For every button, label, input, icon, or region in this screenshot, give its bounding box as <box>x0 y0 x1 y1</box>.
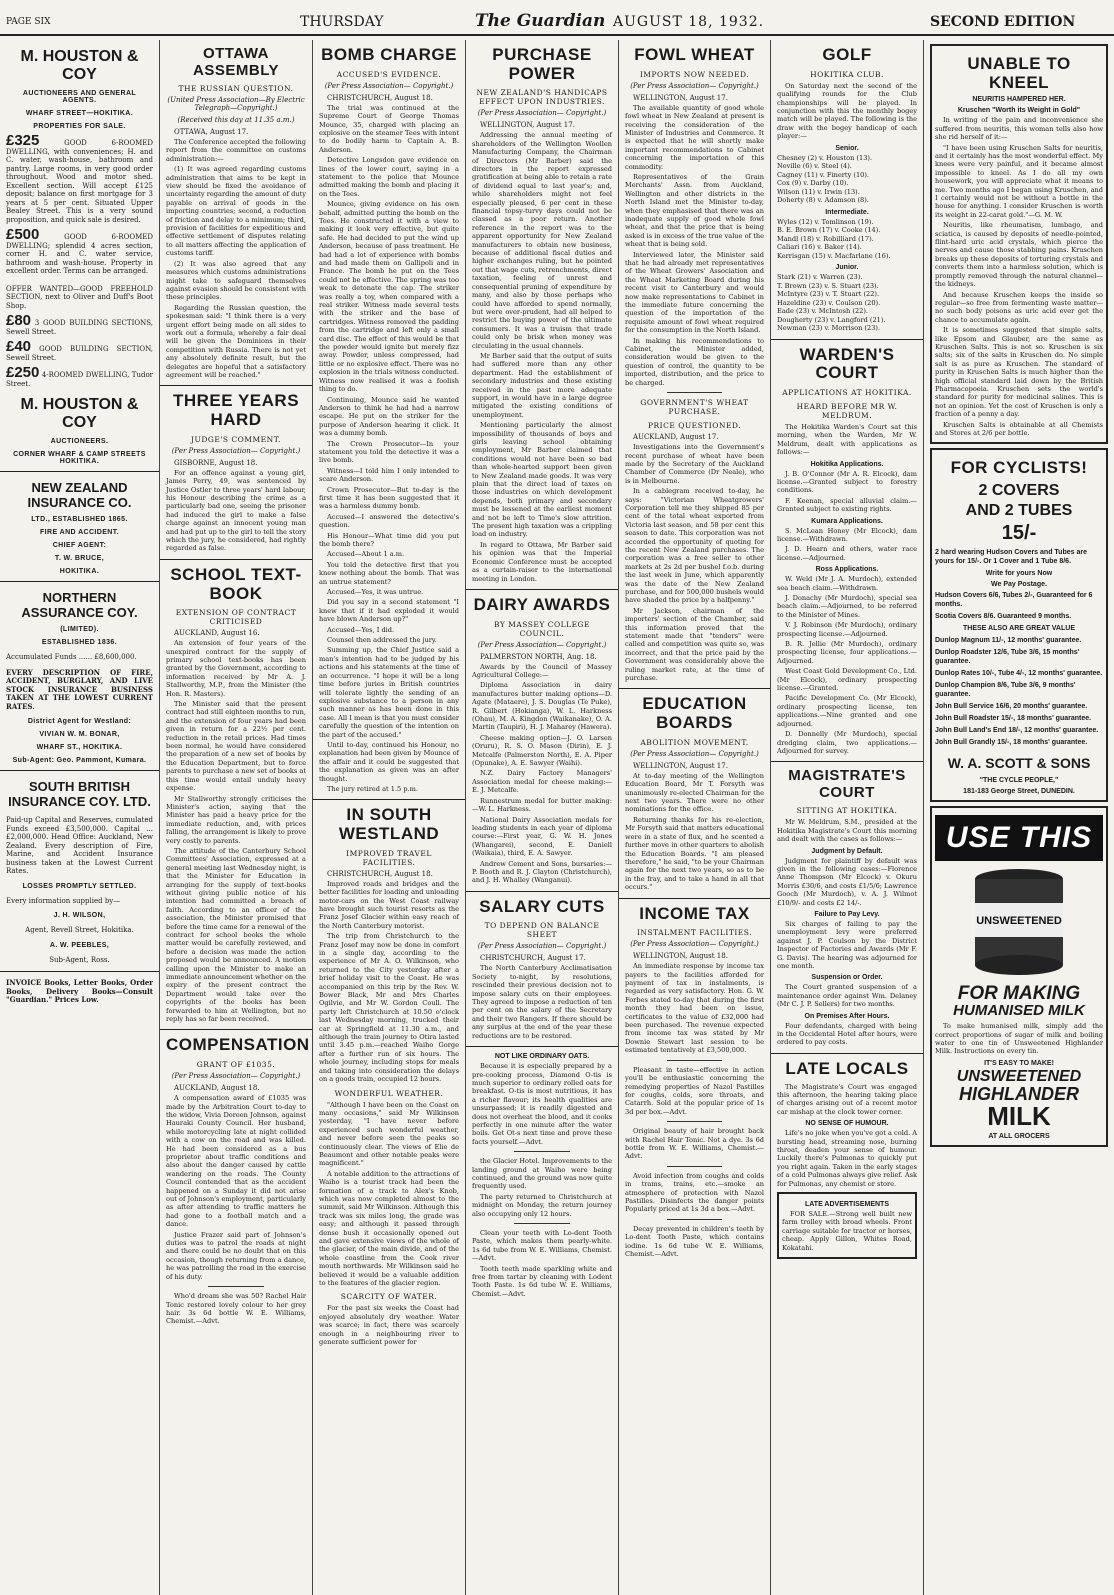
dairy-paragraph: Cheese making option—J. O. Larsen (Oruru), R. S. O. Mason (Dirin), E. J. Metcalfe (Palmerston North), E. A. Piper (Opunake), A. E. Sawyer (Waihi). <box>472 733 612 768</box>
its-easy-text: IT'S EASY TO MAKE! <box>984 1059 1054 1067</box>
edition-label: SECOND EDITION <box>930 14 1076 30</box>
south-british-capital: Paid-up Capital and Reserves, cumulated Funds exceed £3,500,000. Capital ... £2,000,000. Head Office: Auckland, New Zealand. Every description of Fire, Marine, and Accident Insurance business taken at the Lowest Current Rates. <box>6 816 153 875</box>
compensation-credit: (Per Press Association— Copyright.) <box>171 1072 301 1081</box>
kruschen-paragraph: In writing of the pain and inconvenience she suffered from neuritis, this woman tells also how she rid herself of it:— <box>935 116 1103 142</box>
three-years-credit: (Per Press Association— Copyright.) <box>171 446 301 455</box>
ottawa-paragraph: (2) It was also agreed that any measures which customs administrations might take to safeguard themselves against evasion should be consistent with these principles. <box>166 259 306 302</box>
toothpaste-advert-3: Decay prevented in children's teeth by Lo-dent Tooth Paste, which contains iodine. 1s 6d tube W. E. Williams, Chemist.—Advt. <box>625 1224 764 1258</box>
south-westland-headline: IN SOUTH WESTLAND <box>338 805 440 844</box>
magistrates-court-paragraph: Mr W. Meldrum, S.M., presided at the Hokitika Magistrate's Court this morning and dealt with the cases as follows:— <box>777 818 917 844</box>
column-2 <box>160 40 313 1595</box>
south-westland-paragraph: "Although I have been on the Coast on many occasions," said Mr Wilkinson yesterday, "I have never before experienced such wonderful weather, and never before seen the peaks so continuously clear. The views of Elie de Beaumont and other notable peaks were magnificent." <box>319 1100 459 1168</box>
cyclists-price-row: John Bull Grandly 15/-, 18 months' guarantee. <box>935 739 1088 747</box>
bomb-paragraph: Detective Longsdon gave evidence on lines of the lower court, saying in a statement to the police that Mounce admitted making the bomb and placing it on the Tees. <box>319 156 459 198</box>
school-paragraph: The attitude of the Canterbury School Committees' Association, expressed at a general meeting last Wednesday night, is that the Minister for Education in arranging for the supply of text-books without giving public notice of his intention had committed a breach of faith. According to an officer of the association, the Minister promised that before the time came for a renewal of the contract for school books the whole matter would be carefully reviewed, and before a decision was made the action proposed would be announced. A motion calling upon the Minister to make an immediate announcement whether on the expiry of the present contract the Department would take over the copyrights of the books has been forwarded to him at Wellington, but no reply has so far been received. <box>166 846 307 1024</box>
houston-address: WHARF STREET—HOKITIKA. <box>25 110 134 117</box>
magistrates-court-headline: MAGISTRATE'S COURT <box>788 767 906 801</box>
column-3 <box>313 40 466 1595</box>
property-listing: £325 GOOD 6-ROOMED DWELLING, with conveniences; H. and C. water, wash-house, bathroom and pantry. Large rooms, in very good order throughout. Wood and motor shed. Excellent section. Will accept £125 deposit; balance on first mortgage for 3 years at 5 per cent. Situated Upper Bealey Street. This is a very sound proposition, and quick sale is desired. <box>6 132 153 224</box>
compensation-subhead: GRANT OF £1035. <box>196 1060 276 1070</box>
newspaper-title: The Guardian <box>475 11 606 31</box>
suspension-paragraph: The Court granted suspension of a maintenance order against Wm. Delaney (Mr C. J. P. Sellers) for two months. <box>777 983 917 1009</box>
school-paragraph: An extension of four years of the unexpired contract for the supply of primary school text-books has been granted by the Government, according to information received by Mr A. J. Stallworthy, M.P., from the Minister (the Hon. R. Masters). <box>166 639 306 698</box>
dairy-credit: (Per Press Association— Copyright.) <box>477 640 607 649</box>
property-listing: £500 GOOD 6-ROOMED DWELLING; splendid 4 acres section, corner H. and C. water service, bathroom and wash-house. Property in excellent order. Terms can be arranged. <box>6 226 153 275</box>
income-tax-paragraph: An immediate response by income tax payers to the facilities afforded for payment of tax in instalments, is regarded as very satisfactory. Hon. G. W. Forbes stated to-day that during the first month they had been on issue, certificates to the value of £32,000 had been purchased. The revenue expected from income tax was stated by Mr Downie Stewart last session to be estimated tentatively at £3,500,000. <box>625 962 764 1055</box>
dairy-paragraph: National Dairy Association medals for leading students in each year of diploma course:—First year, G. W. H. Jones (Whangarei), second, E. Daniell (Waikaia), third, E. A. Sawyer. <box>472 815 612 858</box>
houston-role: AUCTIONEERS AND GENERAL AGENTS. <box>22 90 137 104</box>
south-westland-subhead: IMPROVED TRAVEL FACILITIES. <box>346 848 432 867</box>
application-entry: S. McLean Honey (Mr Elcock), dam license.—Withdrawn. <box>777 526 917 543</box>
south-westland-continued: the Glacier Hotel. Improvements to the landing ground at Waiho were being continued, and the ground was now quite frequently used. <box>472 1157 612 1191</box>
nz-insurance-kind: FIRE AND ACCIDENT. <box>39 529 119 536</box>
use-this-banner: USE THIS <box>935 815 1103 861</box>
dairy-paragraph: Awards by the Council of Massey Agricultural College:— <box>472 662 612 679</box>
northern-est: ESTABLISHED 1836. <box>41 639 118 646</box>
kruschen-tagline: Kruschen "Worth its Weight in Gold" <box>957 107 1081 115</box>
cyclists-price-row: Dunlop Champion 8/6, Tube 3/6, 9 months' guarantee. <box>935 682 1076 699</box>
cyclists-price-row: THESE ALSO ARE GREAT VALUE <box>962 625 1075 633</box>
brand-unsweetened: UNSWEETENED <box>956 1067 1082 1085</box>
northern-funds: Accumulated Funds ...... £8,600,000. <box>6 653 137 661</box>
school-dateline: AUCKLAND, August 16. <box>174 629 260 638</box>
page-number: PAGE SIX <box>6 17 51 27</box>
levy-label: Failure to Pay Levy. <box>814 910 880 918</box>
golf-match: McIntyre (23) v. T. Stuart (22). <box>777 290 880 299</box>
fowl-wheat-dateline: WELLINGTON, August 17. <box>633 93 728 102</box>
cyclists-price-row: John Bull Service 16/6, 20 months' guarantee. <box>935 703 1088 711</box>
bomb-credit: (Per Press Association— Copyright.) <box>324 81 454 90</box>
golf-senior-label: Senior. <box>835 144 859 152</box>
golf-match: Neville (6) v. Steel (4). <box>777 162 852 171</box>
ross-applications-label: Ross Applications. <box>815 566 879 574</box>
cyclists-price-row: Scotia Covers 8/6. Guaranteed 9 months. <box>935 613 1072 621</box>
purchase-paragraph: Addressing the annual meeting of shareholders of the Wellington Woollen Manufacturing Company, the Chairman of Directors (Mr Barber) said the directors in the report expressed gratification at being able to retain a rate of dividend equal to last year's; and, while shareholders might not feel especially pleased, 6 per cent in these financial topsy-turvy days could not be classed as a poor return. Another reference in the report was to the apparent opportunity for New Zealand manufacturers to obtain new business, because of additional fiscal duties and higher exchanges ruling, but he pointed out that wage cuts, retrenchments, direct taxation, feeling of unrest and consequential pruning of expenditure by many, and also by those perhaps who could have afforded to spend normally, but were over-prudent, had all helped to restrict the buying power of the ultimate consumers. It was a truism that trade could only be brisk when money was circulating in the usual channels. <box>472 131 612 350</box>
wardens-court-subhead-2: HEARD BEFORE MR W. MELDRUM. <box>796 401 898 420</box>
purchase-dateline: WELLINGTON, August 17. <box>480 121 575 130</box>
wheat-purchase-paragraph: Mr Jackson, chairman of the importers' section of the Chamber, said this information proved that the statement made that "tenders" were called and competition was quite so, was incorrect, and that the price paid by the Government was considerably above the ruling market rate, at the time of purchase. <box>625 606 764 683</box>
cyclists-address: 181-183 George Street, DUNEDIN. <box>963 788 1075 796</box>
bomb-paragraph: Did you say in a second statement "I knew that if it had exploded it would have blown Anderson up?" <box>319 598 459 624</box>
bomb-paragraph: Continuing, Mounce said he wanted Anderson to think he had had a narrow escape. He put on the striker for the purpose of Anderson hearing it click. It was a dummy bomb. <box>319 395 459 438</box>
toothpaste-advert: Tooth teeth made sparkling white and free from tartar by cleaning with Lodent Tooth Paste. 1s 6d tube W. E. Williams, Chemist.—Advt. <box>472 1264 612 1298</box>
wheat-purchase-paragraph: Investigations into the Government's recent purchase of wheat have been made by the Secretary of the Auckland Chamber of Commerce (Dr Neale), who is in Melbourne. <box>625 443 764 485</box>
education-dateline: WELLINGTON, August 17. <box>633 761 728 770</box>
dairy-paragraph: Runnestrum medal for butter making:—W. L. Harkness. <box>472 796 612 814</box>
column-4 <box>466 40 619 1595</box>
brand-highlander: HIGHLANDER <box>959 1083 1079 1104</box>
nz-insurance-town: HOKITIKA. <box>59 568 100 575</box>
late-locals-headline: LATE LOCALS <box>785 1058 909 1078</box>
golf-match: Kerrisgan (15) v. Macfarlane (16). <box>777 251 891 260</box>
purchase-subhead: NEW ZEALAND'S HANDICAPS EFFECT UPON INDUSTRIES. <box>476 88 608 107</box>
for-making-text: FOR MAKING <box>957 983 1081 1005</box>
purchase-headline: PURCHASE POWER <box>492 45 592 83</box>
cyclists-covers: 2 COVERS <box>978 482 1060 500</box>
wardens-court-subhead: APPLICATIONS AT HOKITIKA. <box>782 387 912 397</box>
kruschen-advert <box>930 44 1108 444</box>
oats-advert-heading: NOT LIKE ORDINARY OATS. <box>494 1053 590 1061</box>
compensation-paragraph: A compensation award of £1035 was made by the Arbitration Court to-day to the widow, Vivia Doreen Johnson, against Hauraki County Council. Her husband, while motorcycling late at night collided with a cow on the road and was killed. He had been considered as a bus proprietor about traffic conditions and also about the danger caused by cattle wandering on the roads. The County Council contended that as the accident happened on a Sunday it did not arise out of Johnson's employment, particularly as after attending to traffic matters he had gone to a football match and a dance. <box>166 1094 306 1229</box>
education-headline: EDUCATION BOARDS <box>642 694 747 733</box>
wardens-court-paragraph: The Hokitika Warden's Court sat this morning, when the Warden, Mr W. Meldrum, dealt with applications as follows:— <box>777 422 917 457</box>
milk-can-icon <box>964 865 1074 980</box>
dairy-subhead: BY MASSEY COLLEGE COUNCIL. <box>493 619 591 638</box>
can-label: UNSWEETENED <box>976 915 1062 928</box>
issue-date: AUGUST 18, 1932. <box>613 14 765 30</box>
south-british-losses: LOSSES PROMPTLY SETTLED. <box>22 882 137 890</box>
cyclists-offer: 2 hard wearing Hudson Covers and Tubes are yours for 15/-. Or 1 Cover and 1 Tube 8/6. <box>935 549 1087 566</box>
golf-headline: GOLF <box>822 45 872 64</box>
fowl-wheat-credit: (Per Press Association— Copyright.) <box>630 81 759 90</box>
bomb-paragraph: His Honour—What time did you put the bomb there? <box>319 531 459 548</box>
purchase-paragraph: In regard to Ottawa, Mr Barber said his opinion was that the Imperial Economic Conference must be accepted as a curtain-raiser to the international meeting in London. <box>472 540 612 583</box>
ottawa-paragraph: (1) It was agreed regarding customs administration that aims to be kept in view should be fixed the avoidance of uncertainty regarding the amount of duty payable on arrival of goods in the importing countries; second, a reduction of friction and delay to a minimum; third, provision of facilities for expeditious and effective settlement of disputes relating to all matters affecting the application of customs tariff. <box>166 165 306 258</box>
golf-match: T. Brown (23) v. S. Stuart (23). <box>777 281 879 290</box>
golf-match: Wilson (11) v. Irwin (13). <box>777 187 860 196</box>
application-entry: V. J. Robinson (Mr Murdoch), ordinary prospecting license.—Adjourned. <box>777 621 917 638</box>
cyclists-price-row: John Bull Land's End 18/-, 12 months' guarantee. <box>935 727 1099 735</box>
issue-day: THURSDAY <box>300 14 384 30</box>
fowl-wheat-paragraph: Interviewed later, the Minister said that he had already met representatives of the Wheat Growers' Association and the Wheat Marketing Board during his recent visit to Canterbury and would now make representations to Cabinet in the immediate future concerning the question of the importation of the requisite amount of fowl wheat required for the consumption in the North Island. <box>625 250 764 335</box>
hair-tonic-advert: Who'd dream she was 50? Rachel Hair Tonic restored lovely colour to her grey hair. 3s 6d bottle W. E. Williams, Chemist.—Advt. <box>166 1292 306 1326</box>
cyclists-postage: We Pay Postage. <box>991 581 1047 589</box>
kruschen-paragraph: And because Kruschen keeps the inside so regular—so free from fermenting waste matter—no such body poisons as uric acid ever get the chance to accumulate again. <box>935 290 1103 324</box>
kruschen-subhead: NEURITIS HAMPERED HER. <box>972 96 1066 104</box>
golf-match: Dougherty (23) v. Langford (21). <box>777 315 886 324</box>
golf-junior-label: Junior. <box>835 264 859 272</box>
premises-label: On Premises After Hours. <box>804 1012 890 1020</box>
golf-match: Stark (21) v. Warren (23). <box>777 273 863 282</box>
kruschen-paragraph: "I have been using Kruschen Salts for neuritis, and it certainly has the most wonderful effect. My knees were very painful, and it became almost impossible to kneel. As I do all my own housework, you will appreciate what it means to me. Two months ago I began using Kruschen, and I certainly would not be without a bottle in the house for anything. I consider Kruschen is worth its weight in 22-carat gold."—G. M. W. <box>935 143 1103 219</box>
dairy-paragraph: Andrew Cement and Sons, bursaries:—P. Booth and R. J. Clayton (Christchurch), and J. H. Whalley (Wanganui). <box>472 859 612 885</box>
column-7 <box>924 40 1114 1595</box>
northern-agent: VIVIAN W. M. BONAR, <box>39 731 120 738</box>
cyclists-advert <box>930 448 1108 802</box>
golf-intermediate-label: Intermediate. <box>825 208 869 216</box>
humour-advert: Life's no joke when you've got a cold. A bursting head, streaming nose, burning throat, deaden your sense of humour. Luckily there's Pulmonas to quickly put you right again. Taken in the early stages of a cold Pulmonas always give relief. Ask for Pulmonas, any chemist or store. <box>777 1129 917 1188</box>
northern-district: District Agent for Westland: <box>27 718 132 725</box>
houston-footer-name: M. HOUSTON & COY <box>20 396 139 431</box>
south-british-agent-address: Agent, Revell Street, Hokitika. <box>25 926 134 934</box>
three-years-dateline: GISBORNE, August 18. <box>174 458 258 467</box>
application-entry: J. Donachy (Mr Murdoch), special sea beach claim.—Adjourned, to be referred to the Minister of Mines. <box>777 594 917 619</box>
masthead <box>0 0 1114 36</box>
golf-match: Newman (23) v. Morrison (23). <box>777 324 881 333</box>
invoice-advert: INVOICE Books, Letter Books, Order Books, Delivery Books—Consult "Guardian." Prices Low. <box>6 978 153 1004</box>
application-entry: Pacific Development Co. (Mr Elcock), ordinary prospecting license, ten applications.—Nine granted and one adjourned. <box>777 694 917 728</box>
cyclists-price-row: Dunlop Magnum 11/-, 12 months' guarantee. <box>935 637 1082 645</box>
property-listing: £40 GOOD BUILDING SECTION, Sewell Street. <box>6 338 153 362</box>
golf-match: B. E. Brown (17) v. Cooke (14). <box>777 226 881 235</box>
education-paragraph: At to-day meeting of the Wellington Education Board, Mr T. Forsyth was unanimously re-elected Chairman for the next two years. There were no other nominations for the office. <box>625 771 764 814</box>
column-advertisements <box>0 40 160 1595</box>
ottawa-subhead: THE RUSSIAN QUESTION. <box>178 84 294 93</box>
golf-match: Cagney (11) v. Finerty (10). <box>777 170 870 179</box>
application-entry: D. Donnelly (Mr Murdoch), special dredging claim, two applications.—Adjourned for survey. <box>777 730 917 755</box>
south-british-sub-agent: A. W. PEEBLES, <box>49 941 110 949</box>
golf-match: Caliari (16) v. Baker (14). <box>777 243 862 252</box>
column-6 <box>771 40 924 1595</box>
south-westland-continued: The party returned to Christchurch at midnight on Monday, the return journey also occupying only 12 hours. <box>472 1192 612 1218</box>
salary-dateline: CHRISTCHURCH, August 17. <box>480 954 586 963</box>
dairy-paragraph: N.Z. Dairy Factory Managers' Association medal for cheese making:—E. J. Metcalfe. <box>472 769 612 795</box>
kruschen-headline: UNABLE TO KNEEL <box>967 54 1071 92</box>
golf-match: Hazeldine (23) v. Coulson (20). <box>777 298 881 307</box>
south-westland-dateline: CHRISTCHURCH, August 18. <box>327 869 433 878</box>
application-entry: B. R. Jellie (Mr Murdoch), ordinary prospecting license, four applications.—Adjourned. <box>777 640 917 665</box>
milk-instructions: To make humanised milk, simply add the correct proportions of sugar of milk and boiling water to one tin of Unsweetened Highlander Milk. Instructions on every tin. <box>935 1022 1103 1056</box>
hair-tonic-advert-2: Original beauty of hair brought back with Rachel Hair Tonic. Not a dye. 3s 6d bottle from W. E. Williams, Chemist.—Advt. <box>625 1127 764 1161</box>
fowl-wheat-headline: FOWL WHEAT <box>634 45 755 64</box>
salary-subhead: TO DEPEND ON BALANCE SHEET <box>484 921 600 940</box>
school-subhead: EXTENSION OF CONTRACT CRITICISED <box>175 608 297 627</box>
levy-paragraph: Six charges of failing to pay the unemployment levy were preferred against J. P. Coulson by the District Inspector of Factories and Awards (Mr F. G. Davis). The hearing was adjourned for one month. <box>777 919 917 970</box>
nz-insurance-agent: T. W. BRUCE, <box>54 555 105 562</box>
judgment-label: Judgment by Default. <box>811 847 883 855</box>
south-westland-paragraph: The trip from Christchurch to the Franz Josef may now be done in comfort in a single day, according to the experience of Mr A. O. Wilkinson, who returned to the City yesterday after a brief holiday visit to the Coast. He was accompanied on this trip by the Rev. W. Bower Black, Mr and Mrs Charles Ogilvie, and Mr W. Gordon Coull. The party left Christchurch at 10.50 o'clock last Wednesday morning, trucked their car at Springfield at 11.30 a.m., and although the train journey to Otira lasted until 3.45 p.m.—reached Waiho Gorge after a further run of six hours. The whole journey, including stops for meals and taking into consideration the delays on a goods train, occupied 12 hours. <box>319 932 459 1084</box>
northern-address: WHARF ST., HOKITIKA. <box>36 744 123 751</box>
dairy-paragraph: Diploma Association in dairy manufactures butter making options—D. Agate (Mataere), J. S. Douglas (Te Puke), R. Gilbert (Hokianga), W. L. Harkness (Ohau), M. A. Kingdon (Waikanake), O. A. Martin (Taupiri), H. J. Maharey (Hawera). <box>472 681 612 732</box>
bomb-paragraph: Crown Prosecutor—But to-day is the first time it has been suggested that it was a harmless dummy bomb. <box>319 485 459 511</box>
humour-advert-heading: NO SENSE OF HUMOUR. <box>805 1120 889 1128</box>
price-questioned-subhead: PRICE QUESTIONED. <box>647 421 742 431</box>
cyclists-headline: FOR CYCLISTS! <box>950 458 1088 478</box>
late-locals-paragraph: The Magistrate's Court was engaged this afternoon, the hearing taking place of charges arising out of a recent motor car mishap at the clock tower corner. <box>777 1082 917 1116</box>
purchase-credit: (Per Press Association— Copyright.) <box>477 109 607 118</box>
for-sale-advert: FOR SALE.—Strong well built new farm trolley with broad wheels. Front carriage suitable for tractor or horses, cheap. Apply Gillon, Whites Road, Kokatahi. <box>782 1210 912 1252</box>
application-entry: West Coast Gold Development Co., Ltd. (Mr Elcock), ordinary prospecting license.—Granted. <box>777 667 917 693</box>
application-entry: W. Weld (Mr J. A. Murdoch), extended sea beach claim.—Withdrawn. <box>777 575 917 592</box>
education-credit: (Per Press Association— Copyright.) <box>630 749 759 758</box>
golf-match: Eade (23) v. McIntosh (22). <box>777 307 869 316</box>
school-paragraph: The Minister said that the present contract had still eighteen months to run, and the extension of four years had been given in return for a 22½ per cent. reduction in the retail prices. Had times been normal, he would have considered the preparation of a new set of books by the Education Department, but to force parents to purchase a new set of books at this time would entail unduly heavy expense. <box>166 700 306 793</box>
nz-insurance-name: NEW ZEALAND INSURANCE CO. <box>27 480 132 510</box>
houston-footer-address: CORNER WHARF & CAMP STREETS HOKITIKA. <box>13 451 146 465</box>
dairy-dateline: PALMERSTON NORTH, Aug. 18. <box>480 652 597 661</box>
golf-paragraph: On Saturday next the second of the qualifying rounds for the Club championships will be played. In conjunction with this the monthly bogey match will be played. The following is the draw with the bogey handicap of each player:— <box>777 81 917 141</box>
houston-footer-role: AUCTIONEERS. <box>50 438 109 445</box>
bomb-paragraph: Summing up, the Chief Justice said a man's intention had to be judged by his actions and his statements at the time of an occurrence. "I hope it will be a long time before juries in British countries will tolerate lightly the sending of an explosive substance to a person in any such manner as has been done in this case. All I mean is that you must consider carefully the question of the intention on the part of the accused." <box>319 646 459 739</box>
application-entry: J. B. O'Connor (Mr A. R. Elcock), dam license.—Granted subject to forestry conditions. <box>777 469 917 495</box>
south-westland-paragraph: Improved roads and bridges and the better facilities for loading and unloading motor-cars on the West Coast railway have brought such tourist resorts as the Franz Josef Glacier within easy reach of the North Canterbury motorist. <box>319 879 459 930</box>
bomb-paragraph: The jury retired at 1.5 p.m. <box>327 784 419 793</box>
ottawa-dateline: OTTAWA, August 17. <box>174 128 249 136</box>
kumara-applications-label: Kumara Applications. <box>811 517 883 525</box>
premises-paragraph: Four defendants, charged with being in the Occidental Hotel after hours, were ordered to pay costs. <box>777 1021 917 1047</box>
bomb-paragraph: You told the detective first that you knew nothing about the bomb. That was an untrue statement? <box>319 560 459 586</box>
hokitika-applications-label: Hokitika Applications. <box>810 460 884 468</box>
golf-match: Cox (9) v. Darby (10). <box>777 179 849 188</box>
northern-ltd: (LIMITED). <box>60 626 99 633</box>
houston-name: M. HOUSTON & COY <box>20 48 139 83</box>
property-listing: £80 3 GOOD BUILDING SECTIONS, Sewell Street. <box>6 312 153 336</box>
golf-match: Doherty (8) v. Adamson (8). <box>777 196 869 205</box>
at-all-grocers: AT ALL GROCERS <box>988 1132 1050 1140</box>
south-westland-subhead-2: WONDERFUL WEATHER. <box>334 1088 444 1098</box>
late-advertisements-box <box>777 1192 917 1259</box>
cyclists-write: Write for yours Now <box>985 570 1053 578</box>
south-british-agent: J. H. WILSON, <box>53 912 106 919</box>
late-advertisements-heading: LATE ADVERTISEMENTS <box>804 1201 889 1208</box>
northern-desc: EVERY DESCRIPTION OF FIRE, ACCIDENT, BURGLARY, AND LIVE STOCK INSURANCE BUSINESS TAKEN AT THE LOWEST CURRENT RATES. <box>6 667 153 711</box>
nz-insurance-agent-label: CHIEF AGENT: <box>52 542 107 549</box>
nz-insurance-est: LTD., ESTABLISHED 1865. <box>31 516 128 523</box>
wheat-purchase-paragraph: In a cablegram received to-day, he says: "Victorian Wheatgrowers' Corporation tell me they shipped 85 per cent of the total wheat exported from Victoria last season, and 58 per cent this season to date. This corporation was not accorded the opportunity of quoting for the recent New Zealand purchases. The corporation was a free seller to other markets at 2s 2d per bushel f.o.b. during the last week in June, which apparently was the date of the New Zealand purchase, and for 500,000 bushels would have shaded the price by a halfpenny." <box>625 487 764 605</box>
compensation-paragraph: Justice Frazer said part of Johnson's duties was to patrol the roads at night and there could be no doubt that on this occasion, though returning from a dance, he was patrolling the road in the exercise of his duty. <box>166 1230 306 1281</box>
wheat-purchase-dateline: AUCKLAND, August 17. <box>633 433 719 442</box>
fowl-wheat-paragraph: In making his recommendations to Cabinet, the Minister added, consideration would be given to the question of control, the quantity to be imported, distribution, and the price to be charged. <box>625 336 764 387</box>
cyclists-slogan: "THE CYCLE PEOPLE," <box>979 777 1059 785</box>
ottawa-headline: OTTAWA ASSEMBLY <box>193 45 279 79</box>
cyclists-price-row: Hudson Covers 6/6, Tubes 2/-, Guaranteed for 6 months. <box>935 592 1093 609</box>
northern-name: NORTHERN ASSURANCE COY. <box>21 590 138 620</box>
column-5 <box>619 40 771 1595</box>
school-paragraph: Mr Stallworthy strongly criticises the Minister's action, saying that the Minister has paid a heavy price for the immediate reduction, and, with prices falling, the arrangement is likely to prove very costly to parents. <box>166 794 306 845</box>
income-tax-subhead: INSTALMENT FACILITIES. <box>636 928 753 938</box>
property-listing: OFFER WANTED—GOOD FREEHOLD SECTION, next to Oliver and Duff's Boot Shop. <box>6 284 153 310</box>
golf-match: Mandl (18) v. Robilliard (17). <box>777 234 874 243</box>
pastilles-advert: Pleasant in taste—effective in action you'll be enthusiastic concerning the remedying properties of Nazol Pastilles for coughs, colds, sore throats, and Catarrh. Sold at the popular price of 1s 3d per box.—Advt. <box>625 1065 764 1116</box>
ottawa-received: (Received this day at 11.35 a.m.) <box>177 116 295 124</box>
south-westland-paragraph: For the past six weeks the Coast had enjoyed absolutely dry weather. Water was scarce; in fact, there was scarcely enough in a neighbouring river to generate sufficient power for <box>319 1304 459 1347</box>
northern-sub-agent: Sub-Agent: Geo. Pammont, Kumara. <box>12 757 147 764</box>
columns <box>0 40 1114 1595</box>
houston-properties-heading: PROPERTIES FOR SALE. <box>33 123 126 130</box>
bomb-paragraph: Accused—I answered the detective's question. <box>319 512 459 530</box>
kruschen-paragraph: Neuritis, like rheumatism, lumbago, and sciatica, is caused by deposits of needle-pointed, flint-hard uric acid crystals, which pierce the nerves and cause those stabbing pains. Kruschen breaks up these deposits of torturing crystals and converts them into a harmless solution, which is promptly removed through the natural channel—the kidneys. <box>935 221 1103 289</box>
three-years-headline: THREE YEARS HARD <box>172 391 300 430</box>
cyclists-firm: W. A. SCOTT & SONS <box>947 755 1091 772</box>
education-subhead: ABOLITION MOVEMENT. <box>640 737 749 747</box>
property-listing: £250 4-ROOMED DWELLING, Tudor Street. <box>6 364 154 388</box>
golf-match: Wyles (12) v. Tomlinson (19). <box>777 217 874 226</box>
salary-headline: SALARY CUTS <box>479 896 605 916</box>
bomb-paragraph: Accused—About 1 a.m. <box>327 550 405 559</box>
cyclists-price-row: John Bull Roadster 15/-, 18 months' guarantee. <box>935 715 1092 723</box>
three-years-subhead: JUDGE'S COMMENT. <box>191 434 281 444</box>
fowl-wheat-paragraph: The available quantity of good whole fowl wheat in New Zealand at present is receiving the consideration of the Minister of Industries and Commerce. It is expected that he will shortly make important recommendations to Cabinet concerning the importation of this commodity. <box>625 103 764 171</box>
magistrates-court-subhead: SITTING AT HOKITIKA. <box>796 806 898 816</box>
cyclists-price: 15/- <box>1001 522 1037 545</box>
bomb-dateline: CHRISTCHURCH, August 18. <box>327 93 433 102</box>
cyclists-price-row: Dunlop Rates 10/-, Tube 4/-, 12 months' guarantee. <box>935 670 1103 678</box>
application-entry: J. D. Hearn and others, water race license.—Adjourned. <box>777 545 917 562</box>
compensation-headline: COMPENSATION <box>166 1035 310 1055</box>
bomb-paragraph: The Crown Prosecutor—In your statement you told the detective it was a live bomb. <box>319 439 459 465</box>
suspension-label: Suspension or Order. <box>811 974 883 982</box>
cyclists-price-row: Dunlop Roadster 12/6, Tube 3/6, 15 months' guarantee. <box>935 649 1080 666</box>
bomb-paragraph: Counsel then addressed the jury. <box>327 636 437 645</box>
kruschen-paragraph: Kruschen Salts is obtainable at all Chemists and Stores at 2/6 per bottle. <box>935 420 1103 437</box>
golf-subhead: HOKITIKA CLUB. <box>810 69 884 79</box>
income-tax-dateline: WELLINGTON, August 18. <box>633 952 728 961</box>
bomb-paragraph: Witness—I told him I only intended to scare Anderson. <box>319 466 459 484</box>
education-paragraph: Returning thanks for his re-election, Mr Forsyth said that matters educational were in a state of flux, and he scented a further move in other quarters to abolish the Education Boards. "I am pleased therefore," he said, "to be your Chairman again for the next two years, so as to be in the fray, and to take a hand in all that occurs." <box>625 815 764 892</box>
south-westland-subhead-3: SCARCITY OF WATER. <box>340 1292 438 1302</box>
judgment-paragraph: Judgment for plaintiff by default was given in the following cases:—Florence Anne Thompson (Mr Elcock) v. Okuru Morris £30/6, and costs £1/5/6; Lawrence Gooch (Mr Murdoch), v. A. J. Wilmot £10/9/- and costs £2 14/-. <box>777 856 917 907</box>
brand-milk: MILK <box>987 1100 1051 1131</box>
ottawa-credit: (United Press Association—By Electric Telegraph—Copyright.) <box>167 96 305 112</box>
income-tax-credit: (Per Press Association— Copyright.) <box>630 940 759 949</box>
fowl-wheat-paragraph: Representatives of the Grain Merchants' Assn. from Auckland, Wellington and other districts in the North Island met the Minister to-day, when they emphasised that there was an inadequate supply of good whole fowl wheat, and that the price that is being asked is in excess of the true value of the wheat that is being sold. <box>625 172 764 249</box>
highlander-milk-advert <box>930 806 1108 1147</box>
humanised-milk-text: HUMANISED MILK <box>953 1002 1085 1020</box>
purchase-paragraph: Mentioning particularly the almost impossibility of thousands of boys and girls leaving school obtaining employment, Mr Barber claimed that conditions would not have been so bad than whole-hearted support been given to New Zealand made goods. It was very plain that the direct load of taxes on those industries on which development depends, both primary and secondary must be lessened at the earliest moment and not be left to Time's slow attrition. The present high taxation was a crippling load on industry. <box>472 421 612 539</box>
ottawa-paragraph: Regarding the Russian question, the spokesman said: "I think there is a very urgent effort being made on all sides to work out a formula, whereby a fair deal will be given the Dominions in their competition with Russia. There is not yet any absolutely definite result, but the delegates are hopeful that a satisfactory agreement will be reached." <box>166 303 306 379</box>
bomb-subhead: ACCUSED'S EVIDENCE. <box>336 69 442 79</box>
compensation-dateline: AUCKLAND, August 18. <box>174 1084 260 1093</box>
school-headline: SCHOOL TEXT-BOOK <box>170 564 302 603</box>
golf-match: Chesney (2) v. Houston (13). <box>777 153 873 162</box>
bomb-paragraph: Accused—Yes, it was untrue. <box>327 588 424 597</box>
cyclists-tubes: AND 2 TUBES <box>965 502 1073 520</box>
south-british-sub-agent-address: Sub-Agent, Ross. <box>49 955 110 964</box>
wardens-court-headline: WARDEN'S COURT <box>799 344 895 383</box>
kruschen-paragraph: It is sometimes suggested that simple salts, like Epsom and Glauber, are the same as Kruschen Salts. This is not so. Kruschen is six salts; six of the salts in Kruschen do. No simple salt is as pure as Kruschen. The standard of purity in Kruschen Salts is much higher than the high official standard laid down by the British Pharmacopoeia. Kruschen sets the world's standard for purity for medicinal salines. This is not an opinion. Yet the cost of Kruschen is only a fraction of a penny a day. <box>935 326 1103 419</box>
toothpaste-advert: Clean your teeth with Lo-dent Tooth Paste, which makes them pearly-white. 1s 6d tube from W. E. Williams, Chemist.—Advt. <box>472 1229 612 1263</box>
pastilles-advert-2: Avoid infection from coughs and colds in trams, trains, etc.—smoke an atmosphere of protection with Nazol Pastilles. Disinfects the danger points Popularly priced at 1s 3d a box.—Advt. <box>625 1171 764 1214</box>
three-years-paragraph: For an offence against a young girl, James Perry, 49, was sentenced by Justice Ostler to three years' hard labour, his Honour describing the crime as a particularly bad one, seeing the prisoner had induced the girl to make a false charge against an innocent young man and had put up to the girl to tell the story which the jury, he considered, had rightly regarded as false. <box>166 468 306 553</box>
purchase-paragraph: Mr Barber said that the output of suits had suffered more than any other department. Had the establishment of secondary industries and those existing received in the past more adequate support, in would have in a large degree mitigated the existing conditions of unemployment. <box>472 351 612 419</box>
bomb-paragraph: Until to-day, continued his Honour, no explanation had been given by Mounce of the affair and it could be suggested that the explanation as given was an after thought. <box>319 740 459 783</box>
ottawa-paragraph: The Conference accepted the following report from the committee on customs administration:— <box>166 138 306 163</box>
south-british-name: SOUTH BRITISH INSURANCE COY. LTD. <box>8 779 151 809</box>
oats-advert: Because it is especially prepared by a pre-cooking process, Diamond O-tis is much superior to ordinary rolled oats for breakfast. O-tis is most nutritious, it has a richer flavour; its health qualities are unsurpassed; it is readily digested and does not overheat the blood, and it cooks perfectly in one minute after the water boils. Get Ot-s next time and prove these facts yourself.—Advt. <box>472 1062 612 1146</box>
dairy-headline: DAIRY AWARDS <box>473 594 611 614</box>
south-westland-paragraph: A notable addition to the attractions of Waiho is a tourist track had been the formation of a track to Alex's Knob, which was now completed almost to the summit, said Mr Wilkinson. Although this track was six miles long, the grade was easy; and although it passed through dense bush it occasionally opened out and gave extensive views of the whole of the glacier, of the main divide, and of the whole coastline from the Cook river mouth northwards. Mr Wilkinson said he believed it would be a valuable addition to the features of the glacier region. <box>319 1169 459 1288</box>
application-entry: F. Keenan, special alluvial claim.—Granted subject to existing rights. <box>777 496 917 514</box>
income-tax-headline: INCOME TAX <box>639 903 750 923</box>
bomb-paragraph: Mounce, giving evidence on his own behalf, admitted putting the bomb on the Tees. He constructed it with a view to making it look very effective, but quite safe. He had decided to put the wind up Anderson, because of pass treatment. He had had a lot of experience with bombs and had made them on Gallipoli and in France. The bomb he put on the Tees could not be effective. The spring was too weak to detonate the cap. The striker was really a toy, when compared with a real striker. Witness made several tests with the striker and the base of cartridges. Witness removed the padding from the cartridge and left only a small card disc. The effect of this would be that the powder would ignite but merely fizz away. Powder, unless compressed, had little or no explosive effect. There was no explosion in the trials witness conducted. Witness now realised it was a foolish thing to do. <box>319 200 459 394</box>
wheat-purchase-subhead: GOVERNMENT'S WHEAT PURCHASE. <box>640 398 749 417</box>
bomb-paragraph: Accused—Yes, I did. <box>327 625 395 634</box>
south-british-info: Every information supplied by— <box>6 896 121 905</box>
salary-credit: (Per Press Association— Copyright.) <box>477 942 607 951</box>
bomb-headline: BOMB CHARGE <box>321 45 457 64</box>
fowl-wheat-subhead: IMPORTS NOW NEEDED. <box>639 69 750 79</box>
salary-paragraph: The North Canterbury Acclimatisation Society to-night, by resolutions, rescinded their previous decision not to impose salary cuts on their employees. They agreed to impose a reduction of ten per cent on the salary of the Secretary and their two Rangers. If there should be any surplus at the end of the year these reductions are to be restored. <box>472 964 612 1040</box>
bomb-paragraph: The trial was continued at the Supreme Court of George Thomas Mounce, 35, charged with placing an explosive on the steamer Tees with intent to do bodily harm to Captain A. B. Anderson. <box>319 103 459 154</box>
